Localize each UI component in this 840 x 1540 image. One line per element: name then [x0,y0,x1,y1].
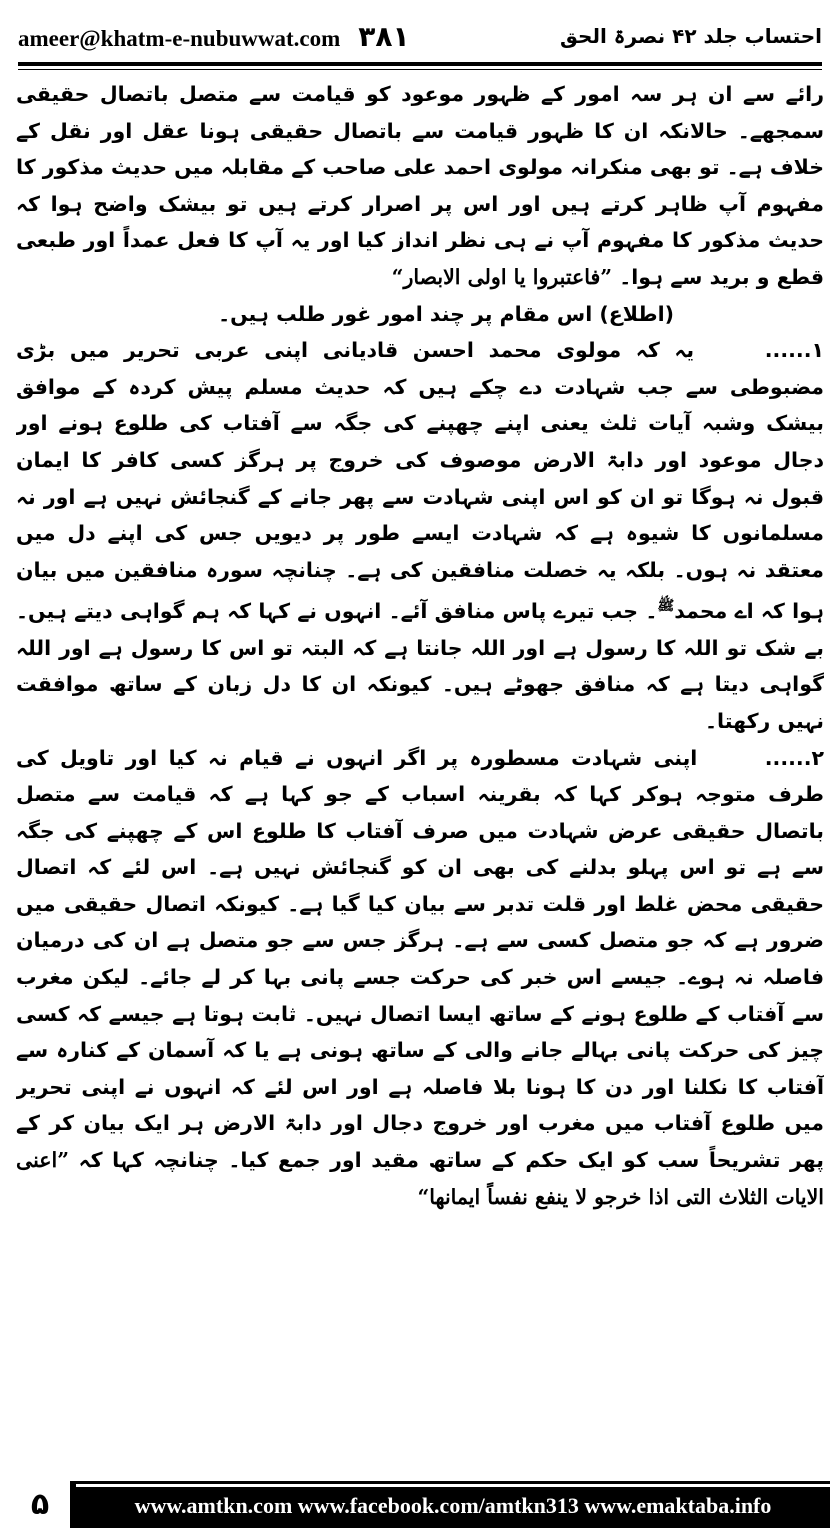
list-item-2-number: ۲...... [764,745,824,770]
paragraph-intro [16,76,824,296]
list-item-1-number: ۱...... [764,338,824,363]
arabic-quote-2: ”اعنی الایات الثلاث التی اذا خرجو لا ینفع نفساً ایمانها“ [16,1148,824,1209]
page-footer [10,1476,830,1532]
list-item-2 [16,740,824,1216]
list-item-1-text-end: ۔ جب تیرے پاس منافق آئے۔ انہوں نے کہا کہ ہم گواہی دیتے ہیں۔ بے شک تو اللہ کا رسول ہے اور اللہ جانتا ہے کہ البتہ تو اس کا رسول ہے اور اللہ گواہی دیتا ہے کہ منافق جھوٹے ہیں۔ کیونکہ ان کا دل زبان کے ساتھ موافقت نہیں رکھتا۔ [16,599,824,733]
page-header [18,14,822,58]
list-item-2-text: اپنی شہادت مسطورہ پر اگر انہوں نے قیام نہ کیا اور تاویل کی طرف متوجہ ہوکر کہا کہ بقرینہ اسباب کے جو کہا ہے کہ قیامت سے متصل باتصال حقیقی عرض شہادت میں صرف آفتاب کا طلوع اس کے چھپنے کی جگہ سے ہے تو اس پہلو بدلنے کی بھی ان کو گنجائش نہیں ہے۔ اس لئے کہ اتصال حقیقی محض غلط اور قلت تدبر سے بیان کیا گیا ہے۔ کیونکہ اتصال حقیقی میں ضرور ہے کہ جو متصل کسی سے ہے۔ ہرگز جس سے جو متصل ہے ان کی درمیان فاصلہ نہ ہوے۔ جیسے اس خبر کی حرکت جسے پانی بہا کر لے جائے۔ لیکن مغرب سے آفتاب کے طلوع ہونے کے ساتھ ایسا اتصال نہیں۔ ثابت ہوتا ہے جیسے کہ کسی چیز کی حرکت پانی بہالے جانے والی کے ساتھ ہونی ہے یا کہ آسمان کے کنارہ سے آفتاب کا نکلنا اور دن کا ہونا بلا فاصلہ ہے اور اس لئے کہ انہوں نے اپنی تحریر میں طلوع آفتاب میں مغرب اور خروج دجال اور دابۃ الارض ہر ایک بیان کر کے پھر تشریحاً سب کو ایک حکم کے ساتھ مقید اور جمع کیا۔ چنانچہ کہا کہ [16,745,824,1173]
arabic-quote-1: ”فاعتبروا یا اولی الابصار“ [391,264,613,289]
header-divider [18,62,822,70]
header-page-number: ۳۸۱ [358,19,410,53]
header-book-title: احتساب جلد ۴۲ نصرۃ الحق [560,24,822,48]
header-left [18,20,410,53]
footer-page-number: ۵ [30,1486,50,1522]
header-email[interactable]: ameer@khatm-e-nubuwwat.com [18,25,341,51]
salawat-symbol: ﷺ [657,598,675,615]
paragraph-intro-text: رائے سے ان ہر سہ امور کے ظہور موعود کو قیامت سے متصل باتصال حقیقی سمجھے۔ حالانکہ ان کا ظہور قیامت سے باتصال حقیقی ہونا عقل اور نقل کے خلاف ہے۔ تو بھی منکرانہ مولوی احمد علی صاحب کے مقابلہ میں حدیث مذکور کا مفہوم آپ ظاہر کرتے ہیں اور اس پر اصرار کرتے ہیں تو بیشک واضح ہوا کہ حدیث مذکور کا مفہوم آپ نے ہی نظر انداز کیا اور یہ آپ کا فعل عمداً اور طبعی قطع و برید سے ہوا۔ [16,82,824,289]
notice-line: (اطلاع) اس مقام پر چند امور غور طلب ہیں۔ [218,301,674,326]
footer-links[interactable]: www.amtkn.com www.facebook.com/amtkn313 www.emaktaba.info [70,1481,830,1528]
list-item-1 [16,332,824,739]
page-body [16,76,824,1468]
list-item-1-text: یہ کہ مولوی محمد احسن قادیانی اپنی عربی تحریر میں بڑی مضبوطی سے جب شہادت دے چکے ہیں کہ حدیث مسلم پیش کردہ کے موافق بیشک وشبہ آیات ثلث یعنی اپنے چھپنے کی جگہ سے آفتاب کی طلوع ہونے اور دجال موعود اور دابۃ الارض موصوف کی خروج پر ہرگز کسی کافر کا ایمان قبول نہ ہوگا تو ان کو اس اپنی شہادت سے پھر جانے کے گنجائش نہیں ہے اور نہ مسلمانوں کا شیوہ ہے کہ شہادت ایسے طور پر دیویں جس کی اپنے دل میں معتقد نہ ہوں۔ بلکہ یہ خصلت منافقین کی ہے۔ چنانچہ سورہ منافقین میں بیان ہوا کہ اے محمد [16,338,824,624]
